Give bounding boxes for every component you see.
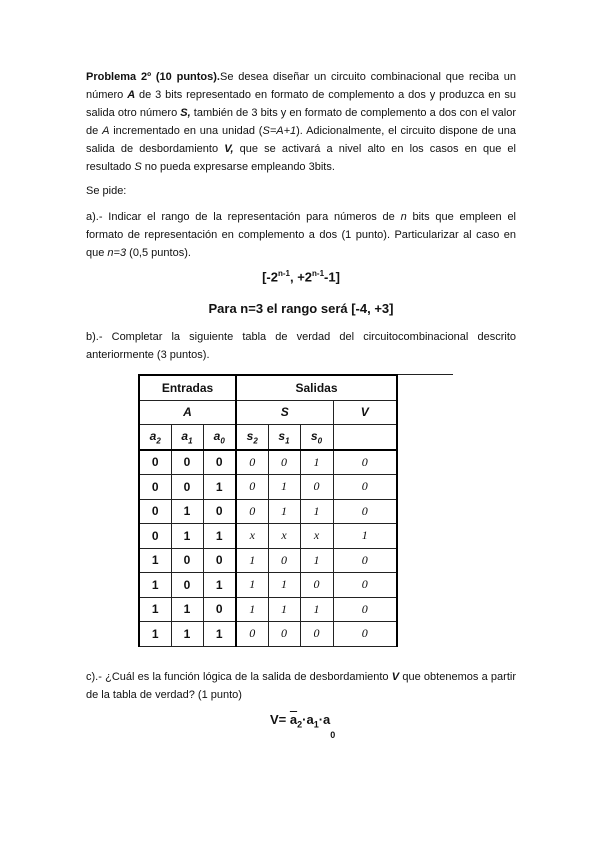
part-a-t1: a).- Indicar el rango de la representación para números de [86, 211, 401, 223]
problem-text: ). Adicionalmente, el circuito dispone de una salida de desbordamiento [86, 125, 516, 155]
problem-text: incrementado en una unidad ( [109, 125, 263, 137]
output-s-cell: 1 [300, 499, 333, 524]
truth-table-body [139, 450, 397, 647]
input-cell: 0 [171, 450, 203, 475]
table-row [139, 622, 397, 647]
output-s-cell: 1 [300, 450, 333, 475]
input-cell: 0 [139, 499, 171, 524]
var-n3: n=3 [107, 247, 127, 259]
col-header-s1 [268, 425, 300, 450]
output-s-cell: x [268, 524, 300, 549]
part-a-t2: bits que empleen el formato de representación en complemento a dos (1 punto). Particularizar al caso en que [86, 211, 517, 259]
input-cell: 0 [139, 524, 171, 549]
output-s-cell: 1 [236, 573, 268, 598]
input-cell: 1 [203, 475, 236, 500]
output-s-cell: 1 [268, 499, 300, 524]
col-header-sub: 1 [188, 435, 193, 445]
header-a: A [139, 400, 236, 425]
input-cell: 1 [203, 622, 236, 647]
input-cell: 0 [203, 548, 236, 573]
output-s-cell: 0 [300, 475, 333, 500]
eq-prefix: V= [270, 712, 290, 727]
input-cell: 1 [171, 499, 203, 524]
output-s-cell: x [300, 524, 333, 549]
header-row-groups [139, 375, 397, 400]
part-a-t3: (0,5 puntos). [126, 247, 191, 259]
col-header-base: s [278, 428, 286, 443]
col-header-v-empty [333, 425, 397, 450]
input-cell: 0 [171, 573, 203, 598]
input-cell: 1 [203, 573, 236, 598]
col-header-base: s [310, 428, 318, 443]
col-header-sub: 0 [317, 435, 323, 445]
output-s-cell: 0 [268, 622, 300, 647]
col-header-sub: 2 [156, 435, 161, 445]
eq-sub: 1 [313, 719, 319, 730]
input-cell: 1 [139, 622, 171, 647]
input-cell: 1 [139, 573, 171, 598]
eq-term: ·a [318, 712, 331, 727]
input-cell: 0 [139, 450, 171, 475]
var-s: S [134, 161, 142, 173]
output-s-cell: 0 [236, 499, 268, 524]
table-row [139, 499, 397, 524]
range-part: , +2 [289, 269, 313, 285]
header-inputs: Entradas [139, 375, 236, 400]
part-c-t2: que obtenemos a partir de la tabla de verdad? (1 punto) [86, 671, 516, 701]
input-cell: 0 [171, 548, 203, 573]
problem-text: que se activará a nivel alto en los casos en que el resultado [86, 143, 516, 173]
truth-table [138, 374, 398, 647]
output-s-cell: 0 [300, 622, 333, 647]
table-row [139, 573, 397, 598]
col-header-base: a [181, 428, 189, 443]
table-row [139, 597, 397, 622]
input-cell: 0 [171, 475, 203, 500]
output-s-cell: 0 [236, 450, 268, 475]
var-v: V [391, 671, 400, 683]
output-v-cell: 0 [333, 573, 397, 598]
problem-text: Se desea diseñar un circuito combinacional que reciba un número [86, 71, 516, 101]
output-s-cell: 1 [236, 548, 268, 573]
header-row-vars [139, 400, 397, 425]
formula: S=A+1 [262, 125, 297, 137]
col-header-a1 [171, 425, 203, 450]
input-cell: 1 [139, 597, 171, 622]
table-row [139, 450, 397, 475]
output-s-cell: 0 [268, 450, 300, 475]
col-header-sub: 1 [285, 435, 290, 445]
part-c-t1: c).- ¿Cuál es la función lógica de la salida de desbordamiento [86, 671, 392, 683]
col-header-a0 [203, 425, 236, 450]
se-pide: Se pide: [86, 185, 127, 197]
output-s-cell: 1 [300, 597, 333, 622]
output-v-cell: 1 [333, 524, 397, 549]
input-cell: 0 [203, 499, 236, 524]
output-s-cell: x [236, 524, 268, 549]
output-v-cell: 0 [333, 548, 397, 573]
output-s-cell: 1 [268, 597, 300, 622]
output-s-cell: 1 [268, 475, 300, 500]
range-exp: n-1 [277, 269, 290, 278]
eq-a2-negated: $\overline{a}$ [289, 712, 298, 727]
eq-sub: 0 [330, 729, 336, 740]
col-header-sub: 2 [253, 435, 258, 445]
range-result: Para n=3 el rango será [-4, +3] [208, 301, 394, 316]
problem-text: también de 3 bits y en formato de complemento a dos con el valor de [86, 107, 516, 137]
input-cell: 0 [203, 450, 236, 475]
overflow-equation [270, 712, 336, 740]
output-s-cell: 1 [236, 597, 268, 622]
input-cell: 1 [203, 524, 236, 549]
var-a: A [127, 89, 136, 101]
output-v-cell: 0 [333, 622, 397, 647]
output-s-cell: 0 [268, 548, 300, 573]
output-s-cell: 1 [268, 573, 300, 598]
input-cell: 1 [139, 548, 171, 573]
range-part: -1] [324, 269, 340, 285]
output-v-cell: 0 [333, 499, 397, 524]
var-v: V, [224, 143, 234, 155]
col-header-base: s [246, 428, 254, 443]
problem-text: de 3 bits representado en formato de complemento a dos y produzca en su salida otro número [86, 89, 516, 119]
problem-label: Problema 2º (10 puntos). [86, 71, 220, 83]
range-part: [-2 [262, 269, 278, 285]
input-cell: 0 [203, 597, 236, 622]
var-n: n [400, 211, 407, 223]
eq-sub: 2 [297, 719, 303, 730]
problem-text: no pueda expresarse empleando 3bits. [141, 161, 335, 173]
output-s-cell: 0 [300, 573, 333, 598]
range-exp: n-1 [312, 269, 325, 278]
input-cell: 0 [139, 475, 171, 500]
table-row [139, 475, 397, 500]
part-b-text: b).- Completar la siguiente tabla de verdad del circuitocombinacional descrito anteriormente (3 puntos). [86, 331, 516, 361]
table-extension-line [398, 374, 453, 375]
col-header-base: a [213, 428, 221, 443]
input-cell: 1 [171, 597, 203, 622]
output-v-cell: 0 [333, 450, 397, 475]
input-cell: 1 [171, 524, 203, 549]
header-s: S [236, 400, 333, 425]
output-s-cell: 1 [300, 548, 333, 573]
col-header-sub: 0 [220, 435, 225, 445]
part-a-text [86, 208, 516, 262]
col-header-base: a [149, 428, 157, 443]
table-row [139, 524, 397, 549]
col-header-s2 [236, 425, 268, 450]
table-row [139, 548, 397, 573]
col-header-s0 [300, 425, 333, 450]
input-cell: 1 [171, 622, 203, 647]
problem-statement [86, 68, 516, 176]
header-outputs: Salidas [236, 375, 397, 400]
part-c-text [86, 668, 516, 704]
var-s: S, [180, 107, 191, 119]
var-a: A [102, 125, 110, 137]
header-v: V [333, 400, 397, 425]
output-s-cell: 0 [236, 475, 268, 500]
eq-term: ·a [302, 712, 314, 727]
output-s-cell: 0 [236, 622, 268, 647]
output-v-cell: 0 [333, 597, 397, 622]
header-row-bits [139, 425, 397, 450]
col-header-a2 [139, 425, 171, 450]
output-v-cell: 0 [333, 475, 397, 500]
range-formula [86, 269, 516, 284]
